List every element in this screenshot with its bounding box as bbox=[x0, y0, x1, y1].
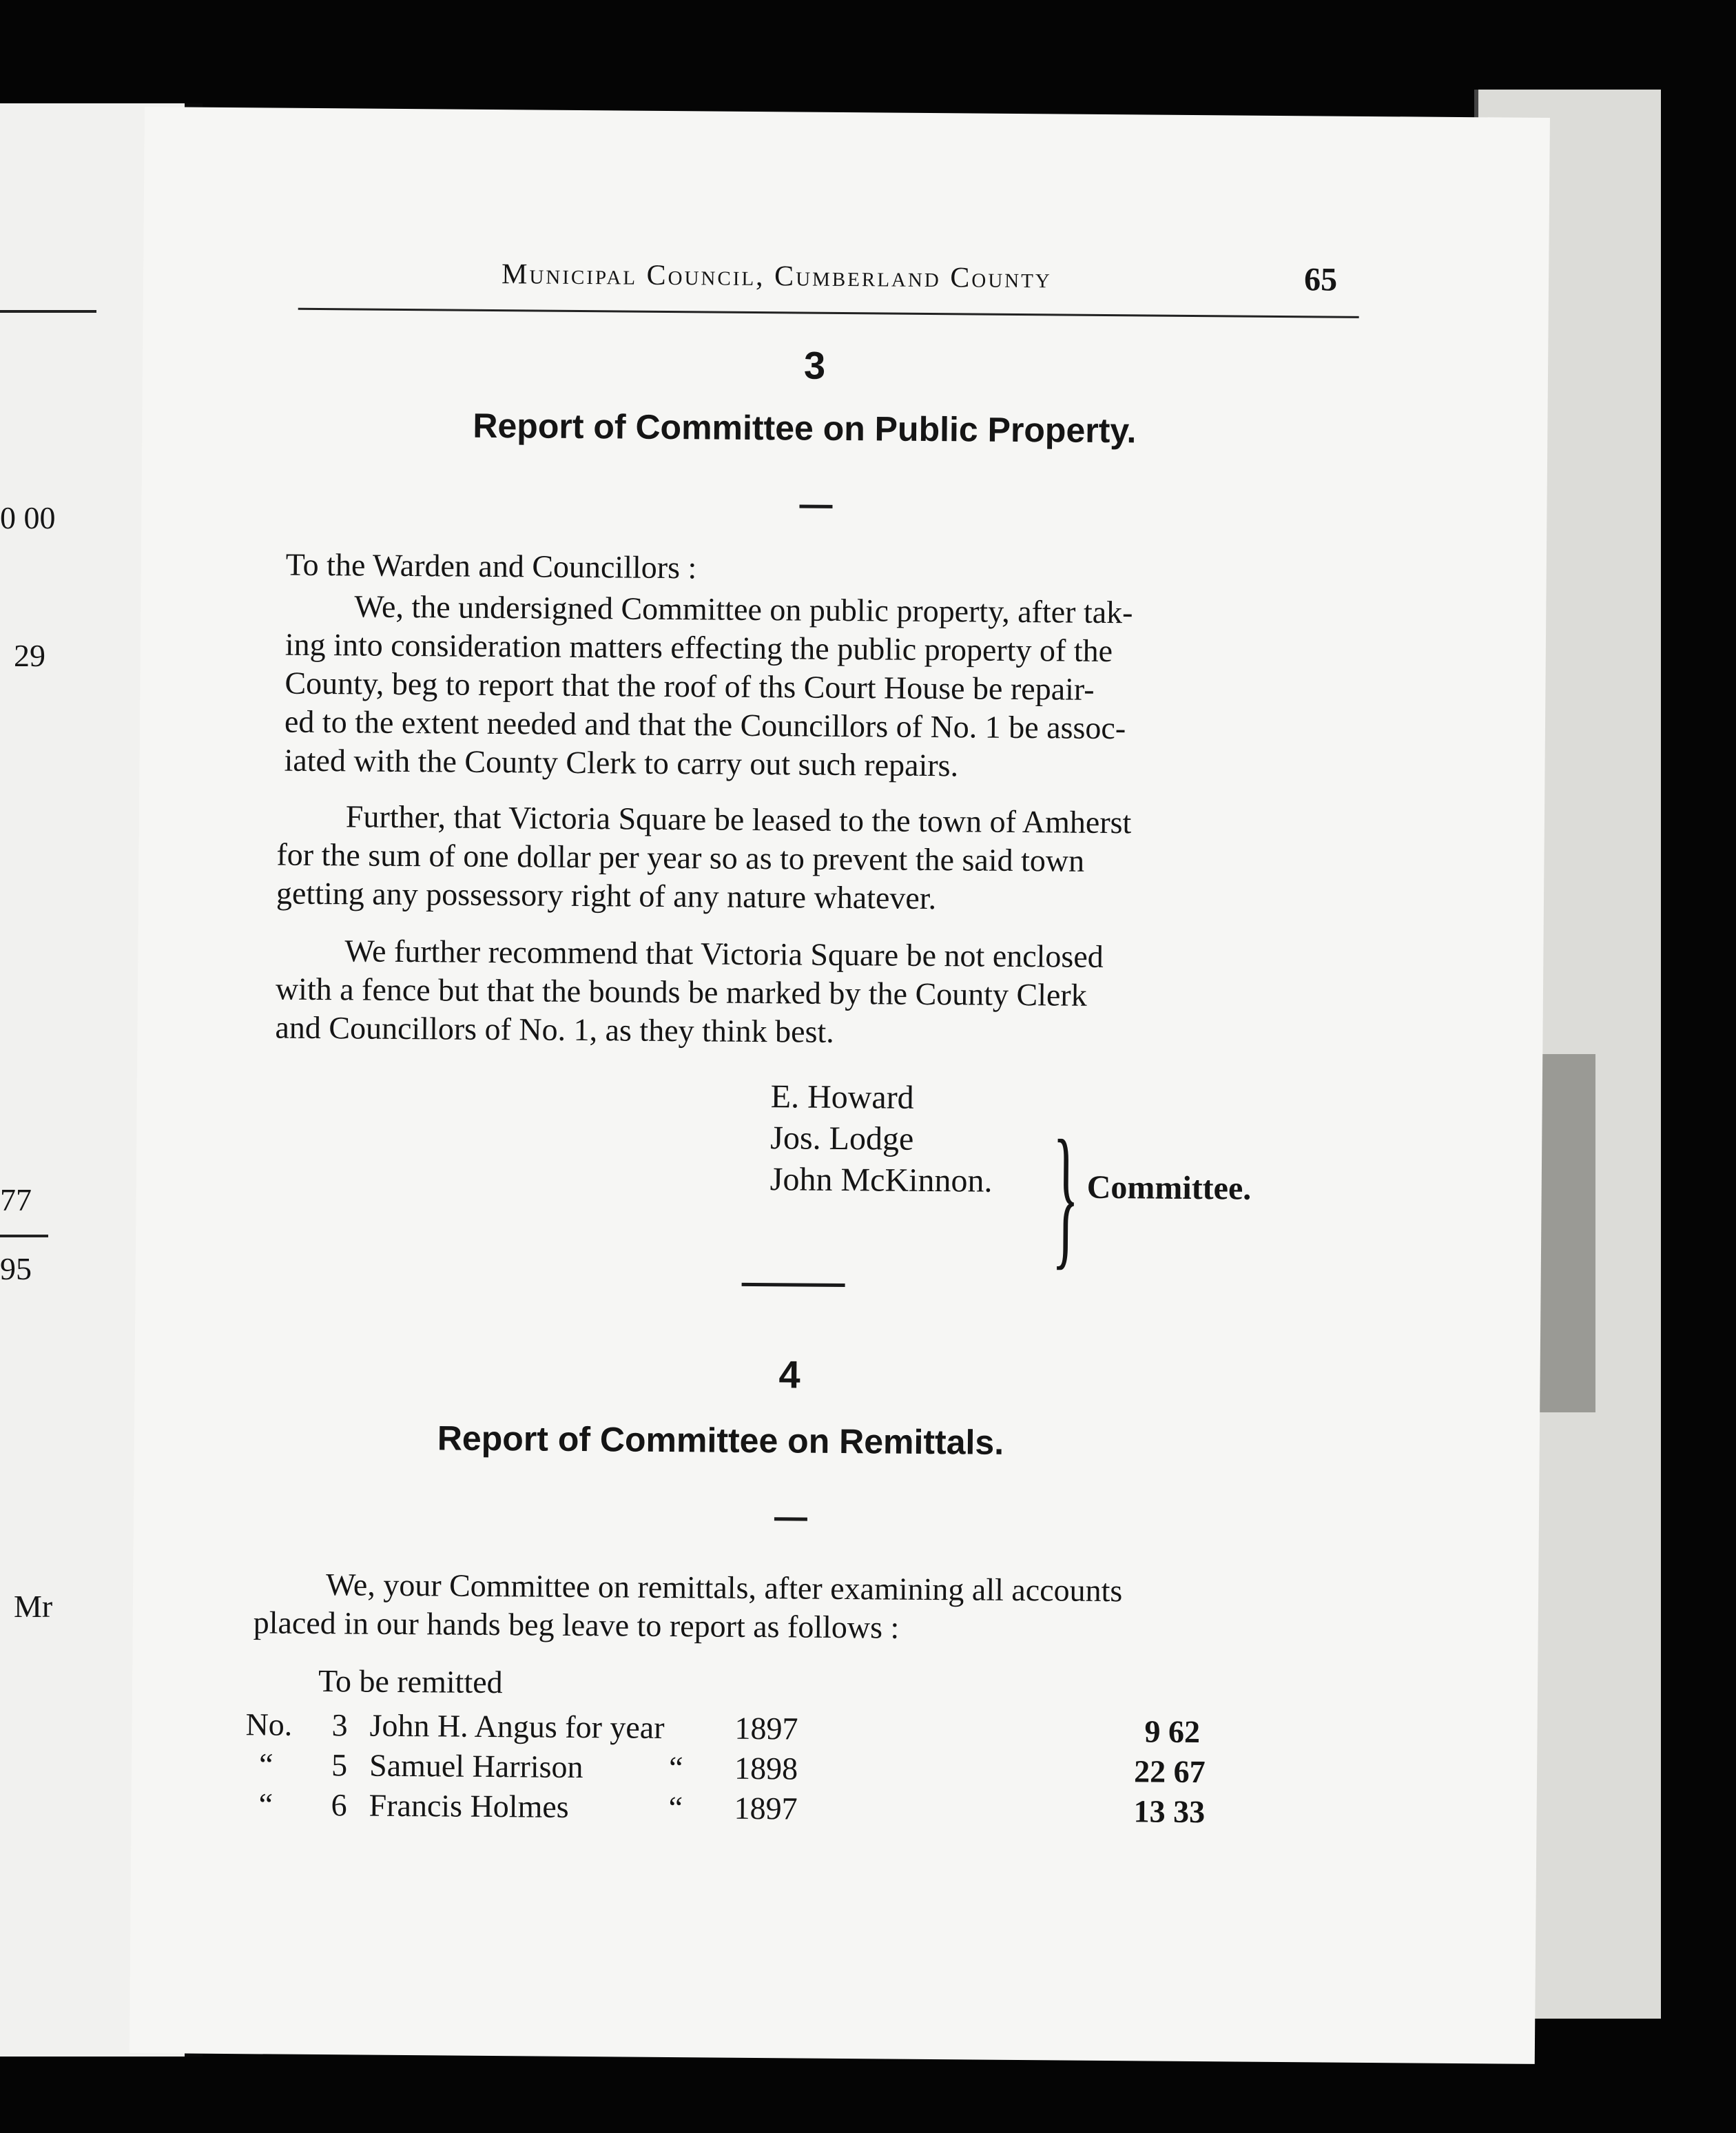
section-title: Report of Committee on Public Property. bbox=[473, 406, 1137, 451]
committee-label: Committee. bbox=[1086, 1168, 1252, 1207]
row-amount: 13 33 bbox=[1133, 1793, 1206, 1830]
torn-edge bbox=[1533, 1054, 1595, 1412]
row-ditto: “ bbox=[668, 1790, 683, 1826]
row-name: John H. Angus for year bbox=[369, 1707, 665, 1745]
facing-page-fragment: 95 bbox=[0, 1251, 32, 1286]
paragraph-line: and Councillors of No. 1, as they think best. bbox=[275, 1009, 834, 1049]
section-separator bbox=[742, 1283, 845, 1287]
running-head: Municipal Council, Cumberland County bbox=[501, 258, 1053, 295]
paragraph-line: placed in our hands beg leave to report as follows : bbox=[253, 1605, 900, 1645]
subheading: To be remitted bbox=[318, 1663, 503, 1700]
section-number: 3 bbox=[803, 343, 826, 387]
facing-page-fragment: 29 bbox=[14, 638, 45, 673]
row-name: Francis Holmes bbox=[369, 1787, 569, 1824]
row-number: 3 bbox=[331, 1707, 348, 1743]
row-prefix: “ bbox=[258, 1786, 273, 1822]
row-name: Samuel Harrison bbox=[369, 1747, 583, 1785]
paragraph-line: for the sum of one dollar per year so as to prevent the said town bbox=[276, 836, 1085, 878]
paragraph-line: getting any possessory right of any nature whatever. bbox=[276, 875, 937, 916]
row-prefix: No. bbox=[245, 1707, 293, 1742]
paragraph-line: We, your Committee on remittals, after examining all accounts bbox=[325, 1567, 1123, 1609]
section-dash bbox=[774, 1517, 807, 1521]
page-65 bbox=[130, 107, 1550, 2064]
row-year: 1897 bbox=[734, 1710, 798, 1746]
brace-glyph: } bbox=[1051, 1107, 1080, 1284]
facing-page-rule bbox=[0, 310, 96, 313]
facing-page-fragment: Mr bbox=[14, 1589, 53, 1624]
paragraph-line: Further, that Victoria Square be leased to the town of Amherst bbox=[345, 798, 1132, 841]
facing-page-rule bbox=[0, 1235, 48, 1237]
paragraph-line: ed to the extent needed and that the Councillors of No. 1 be assoc- bbox=[284, 703, 1126, 746]
paragraph-line: We, the undersigned Committee on public property, after tak- bbox=[354, 588, 1133, 630]
row-number: 5 bbox=[331, 1747, 348, 1783]
page-number: 65 bbox=[1303, 261, 1338, 298]
row-amount: 22 67 bbox=[1133, 1753, 1206, 1790]
signatory: E. Howard bbox=[770, 1078, 914, 1116]
row-year: 1897 bbox=[734, 1790, 798, 1826]
paragraph-line: County, beg to report that the roof of ths Court House be repair- bbox=[285, 665, 1095, 707]
row-number: 6 bbox=[331, 1787, 347, 1823]
row-amount: 9 62 bbox=[1144, 1713, 1201, 1750]
paragraph-line: We further recommend that Victoria Square be not enclosed bbox=[344, 933, 1104, 974]
facing-page-fragment: 0 00 bbox=[0, 500, 56, 535]
row-prefix: “ bbox=[258, 1746, 273, 1782]
paragraph-line: iated with the County Clerk to carry out such repairs. bbox=[284, 742, 959, 783]
facing-page-fragment: 77 bbox=[0, 1182, 32, 1217]
paragraph-line: with a fence but that the bounds be marked by the County Clerk bbox=[275, 971, 1087, 1013]
signatory: John McKinnon. bbox=[769, 1161, 993, 1199]
signatory: Jos. Lodge bbox=[770, 1120, 914, 1157]
salutation: To the Warden and Councillors : bbox=[285, 546, 697, 586]
paragraph-line: ing into consideration matters effecting the public property of the bbox=[285, 626, 1113, 669]
section-dash bbox=[799, 504, 832, 508]
section-number: 4 bbox=[778, 1352, 800, 1397]
row-year: 1898 bbox=[734, 1750, 798, 1786]
row-ditto: “ bbox=[668, 1750, 683, 1786]
header-rule bbox=[298, 308, 1359, 318]
section-title: Report of Committee on Remittals. bbox=[437, 1419, 1004, 1462]
